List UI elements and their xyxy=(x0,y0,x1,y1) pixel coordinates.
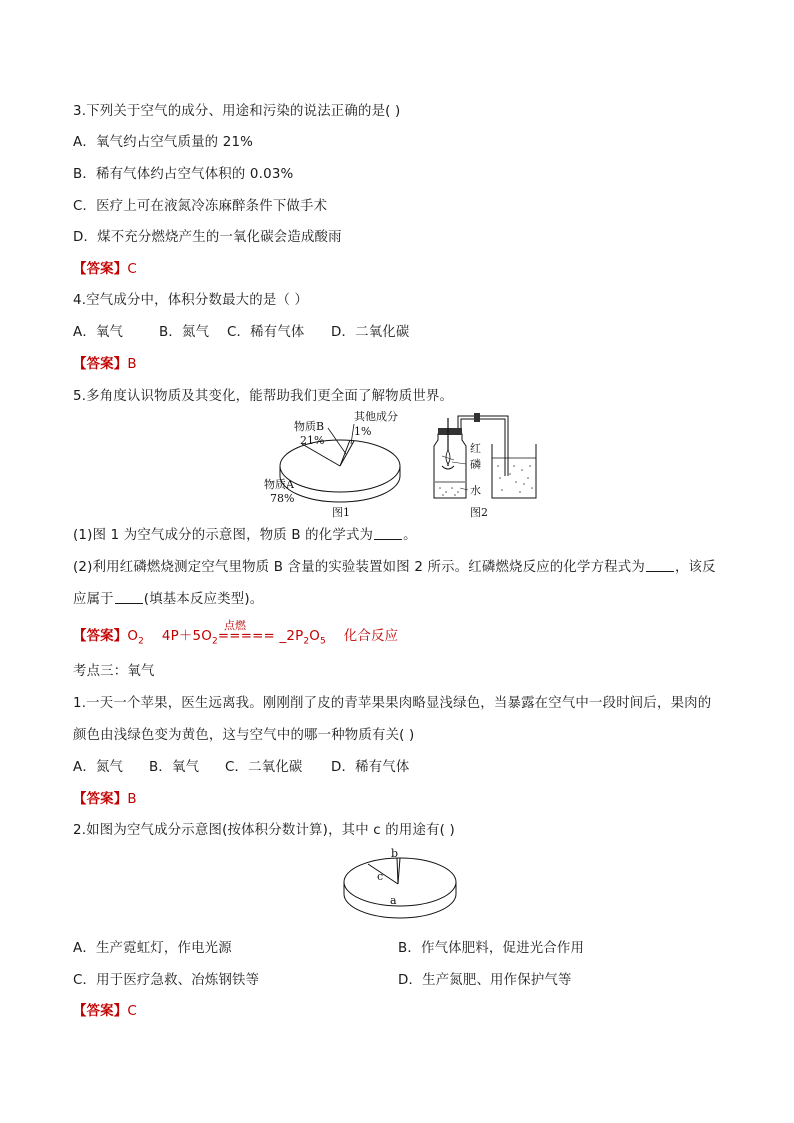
q3-stem: 3.下列关于空气的成分、用途和污染的说法正确的是( ) xyxy=(73,104,401,119)
s3-q2-options-row2 xyxy=(73,972,572,990)
q4-option-a: A．氧气 xyxy=(73,325,124,340)
answer-value: B xyxy=(127,357,137,372)
subscript: 2 xyxy=(303,636,310,647)
q5-sub1-text: (1)图 1 为空气成分的示意图，物质 B 的化学式为 xyxy=(73,528,374,543)
q5-sub2-line2-text: 应属于 xyxy=(73,592,114,607)
figure-1-caption: 图1 xyxy=(332,506,350,519)
answer-tag: 【答案】 xyxy=(73,1004,128,1019)
q4-options xyxy=(73,324,409,342)
pct-other: 1% xyxy=(354,425,372,438)
answer-o2: O xyxy=(127,629,139,644)
label-other: 其他成分 xyxy=(354,410,398,423)
reaction-condition: 点燃 xyxy=(224,619,246,632)
q5-sub2-text: (2)利用红磷燃烧测定空气里物质 B 含量的实验装置如图 2 所示。红磷燃烧反应的化学方程式为 xyxy=(73,560,645,575)
q5-sub1-end: 。 xyxy=(403,528,417,543)
beaker-water-dots xyxy=(497,465,533,493)
answer-value: C xyxy=(127,262,137,277)
q4-option-c: C．稀有气体 xyxy=(227,325,305,340)
equation-right-o: O xyxy=(309,629,321,644)
q3-option-b: B．稀有气体约占空气体积的 0.03% xyxy=(73,167,294,182)
s3-q1-option-a: A．氮气 xyxy=(73,760,124,775)
q5-answer xyxy=(73,628,398,651)
label-phosphorus: 磷 xyxy=(470,458,481,471)
equation-right: _2P xyxy=(279,629,304,644)
s3-q2-options-row1 xyxy=(73,940,585,958)
q5-sub2-mid: ，该反 xyxy=(674,560,716,575)
label-water: 水 xyxy=(470,484,481,497)
figure-2-apparatus xyxy=(424,408,544,520)
s3-q2-answer xyxy=(73,1003,137,1021)
q5-sub2-line1 xyxy=(73,558,716,577)
clamp xyxy=(474,413,480,422)
s3-q1-stem-line1: 1.一天一个苹果，医生远离我。刚刚削了皮的青苹果果肉略显浅绿色，当暴露在空气中一段时间后，果肉的 xyxy=(73,696,712,711)
s3-q2-option-b: B．作气体肥料，促进光合作用 xyxy=(398,941,585,956)
q3-option-c: C．医疗上可在液氮冷冻麻醉条件下做手术 xyxy=(73,199,328,214)
answer-value: B xyxy=(127,792,137,807)
label-substance-a: 物质A xyxy=(264,478,294,491)
equation-arrow: ===== xyxy=(217,629,275,644)
pct-substance-b: 21% xyxy=(300,434,325,447)
s3-q1-option-c: C．二氧化碳 xyxy=(225,760,303,775)
subscript: 2 xyxy=(138,636,145,647)
s3-q1-option-d: D．稀有气体 xyxy=(331,760,410,775)
answer-blank xyxy=(115,590,143,604)
q3-option-d: D．煤不充分燃烧产生的一氧化碳会造成酸雨 xyxy=(73,230,342,245)
label-b: b xyxy=(391,847,399,860)
connecting-tube-inner xyxy=(461,419,505,476)
q3-answer xyxy=(73,261,137,279)
s3-q1-answer xyxy=(73,791,137,809)
q5-stem: 5.多角度认识物质及其变化，能帮助我们更全面了解物质世界。 xyxy=(73,389,454,404)
label-c: c xyxy=(377,870,384,883)
q3-option-a: A．氧气约占空气质量的 21% xyxy=(73,135,254,150)
q4-stem: 4.空气成分中，体积分数最大的是（ ） xyxy=(73,293,309,308)
answer-tag: 【答案】 xyxy=(73,629,128,644)
pie-top xyxy=(344,858,456,906)
answer-tag: 【答案】 xyxy=(73,792,128,807)
equation-left: 4P＋5O xyxy=(161,629,212,644)
stopper xyxy=(438,428,462,435)
q5-sub2-line2 xyxy=(73,590,263,609)
answer-tag: 【答案】 xyxy=(73,357,128,372)
s3-q2-option-d: D．生产氮肥、用作保护气等 xyxy=(398,973,572,988)
q5-sub1 xyxy=(73,526,417,545)
figure-1-pie xyxy=(262,408,402,520)
label-red: 红 xyxy=(470,442,481,455)
subscript: 2 xyxy=(211,636,218,647)
q4-answer xyxy=(73,356,137,374)
beaker xyxy=(492,444,536,498)
q4-option-b: B．氮气 xyxy=(159,325,210,340)
s3-q2-option-a: A．生产霓虹灯，作电光源 xyxy=(73,941,232,956)
answer-blank xyxy=(374,526,402,540)
s3-q1-options xyxy=(73,759,409,777)
s3-q2-stem: 2.如图为空气成分示意图(按体积分数计算)，其中 c 的用途有( ) xyxy=(73,823,455,838)
answer-tag: 【答案】 xyxy=(73,262,128,277)
subscript: 5 xyxy=(320,636,326,647)
q4-option-d: D．二氧化碳 xyxy=(331,325,410,340)
figure-2-caption: 图2 xyxy=(470,506,488,519)
q5-sub2-line2-end: (填基本反应类型)。 xyxy=(143,592,264,607)
pct-substance-a: 78% xyxy=(270,492,295,505)
section-heading: 考点三：氧气 xyxy=(73,664,155,679)
s3-q1-option-b: B．氧气 xyxy=(149,760,200,775)
s3-q1-stem-line2: 颜色由浅绿色变为黄色，这与空气中的哪一种物质有关( ) xyxy=(73,728,415,743)
label-substance-b: 物质B xyxy=(294,420,325,433)
figure-air-pie xyxy=(340,846,460,926)
label-a: a xyxy=(390,894,397,907)
answer-blank xyxy=(646,558,674,572)
reaction-type: 化合反应 xyxy=(343,629,399,644)
answer-value: C xyxy=(127,1004,137,1019)
s3-q2-option-c: C．用于医疗急救、冶炼钢铁等 xyxy=(73,973,260,988)
